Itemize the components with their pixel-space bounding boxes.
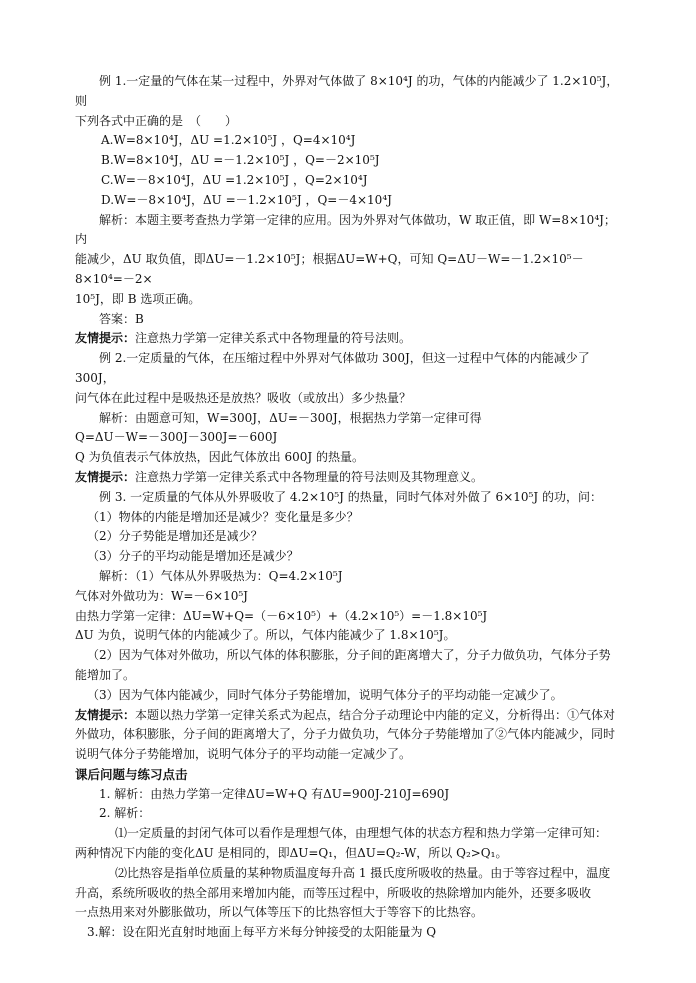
- example2-analysis-line2: Q=ΔU－W=－300J－300J=－600J: [75, 430, 278, 445]
- example3-answer1-line3: 由热力学第一定律：ΔU=W+Q=（－6×10⁵）+（4.2×10⁵）=－1.8×10⁵J: [75, 608, 488, 623]
- example3-answer2-line1: （2）因为气体对外做功，所以气体的体积膨胀，分子间的距离增大了，分子力做负功，气体分子势: [87, 648, 611, 663]
- example3-hint-line1: [75, 706, 623, 726]
- example3-sub-question-1: （1）物体的内能是增加还是减少？变化量是多少？: [87, 509, 359, 524]
- example3-hint-line3: 说明气体分子势能增加，说明气体分子的平均动能一定减少了。: [75, 747, 412, 762]
- example3-answer2-line2: 能增加了。: [75, 667, 136, 682]
- exercise-3: 3.解：设在阳光直射时地面上每平方米每分钟接受的太阳能量为 Q: [87, 925, 437, 940]
- example2-analysis-line1: 解析：由题意可知，W=300J，ΔU=－300J，根据热力学第一定律可得: [99, 410, 482, 425]
- example3-hint-line2: 外做功，体积膨胀，分子间的距离增大了，分子力做负功，气体分子势能增加了②气体内能减少，同时: [75, 727, 616, 742]
- example1-question-line1: 例 1.一定量的气体在某一过程中，外界对气体做了 8×10⁴J 的功，气体的内能减少了 1.2×10⁵J，则: [75, 74, 619, 108]
- exercise-2: 2. 解析：: [99, 806, 151, 821]
- example3-answer1-line2: 气体对外做功为：W=－6×10⁵J: [75, 588, 248, 603]
- example3-answer1-line1: 解析：（1）气体从外界吸热为：Q=4.2×10⁵J: [99, 568, 343, 583]
- exercise-2-part2-line1: ⑵比热容是指单位质量的某种物质温度每升高 1 摄氏度所吸收的热量。由于等容过程中，温度: [115, 865, 611, 880]
- hint-label: 友情提示：: [75, 469, 136, 484]
- example2-analysis-line3: Q 为负值表示气体放热，因此气体放出 600J 的热量。: [75, 450, 364, 465]
- example2-hint: [75, 468, 623, 488]
- hint-label: 友情提示：: [75, 707, 136, 722]
- exercise-1: 1. 解析：由热力学第一定律ΔU=W+Q 有ΔU=900J-210J=690J: [99, 786, 450, 801]
- hint-label: 友情提示：: [75, 331, 136, 346]
- example3-sub-question-2: （2）分子势能是增加还是减少？: [87, 529, 263, 544]
- exercise-2-part1-line1: ⑴一定质量的封闭气体可以看作是理想气体，由理想气体的状态方程和热力学第一定律可知：: [115, 826, 608, 841]
- example1-option-c: C.W=－8×10⁴J，ΔU =1.2×10⁵J ，Q=2×10⁴J: [101, 172, 368, 187]
- example1-analysis-line3: 10⁵J，即 B 选项正确。: [75, 291, 201, 306]
- example1-option-d: D.W=－8×10⁴J，ΔU =－1.2×10⁵J ，Q=－4×10⁴J: [101, 192, 392, 207]
- hint-text: 注意热力学第一定律关系式中各物理量的符号法则。: [135, 331, 412, 346]
- example1-question-line2: 下列各式中正确的是 （ ）: [75, 113, 238, 128]
- hint-text: 本题以热力学第一定律关系式为起点，结合分子动理论中内能的定义，分析得出：①气体对: [135, 707, 616, 722]
- example3-answer3: （3）因为气体内能减少，同时气体分子势能增加，说明气体分子的平均动能一定减少了。: [87, 687, 563, 702]
- example3-question-line1: 例 3. 一定质量的气体从外界吸收了 4.2×10⁵J 的热量，同时气体对外做了 6×10⁵J 的功，问：: [99, 489, 602, 504]
- example3-answer1-line4: ΔU 为负，说明气体的内能减少了。所以，气体内能减少了 1.8×10⁵J。: [75, 628, 456, 643]
- example1-analysis-line1: 解析：本题主要考查热力学第一定律的应用。因为外界对气体做功，W 取正值，即 W=8×10⁴J；内: [75, 212, 616, 247]
- example1-option-b: B.W=8×10⁴J，ΔU =－1.2×10⁵J ，Q=－2×10⁵J: [101, 153, 380, 168]
- example1-hint: [75, 329, 623, 349]
- hint-text: 注意热力学第一定律关系式中各物理量的符号法则及其物理意义。: [135, 469, 484, 484]
- example1-answer: 答案：B: [99, 311, 144, 326]
- example2-question-line1: 例 2.一定质量的气体，在压缩过程中外界对气体做功 300J，但这一过程中气体的内能减少了 300J，: [75, 351, 590, 385]
- exercise-2-part2-line3: 一点热用来对外膨胀做功，所以气体等压下的比热容恒大于等容下的比热容。: [75, 905, 484, 920]
- example3-sub-question-3: （3）分子的平均动能是增加还是减少？: [87, 549, 299, 564]
- example2-question-line2: 问气体在此过程中是吸热还是放热？吸收（或放出）多少热量？: [75, 390, 412, 405]
- exercise-2-part1-line2: 两种情况下内能的变化ΔU 是相同的，即ΔU=Q₁，但ΔU=Q₂-W，所以 Q₂>Q₁。: [75, 846, 508, 861]
- example1-analysis-line2: 能减少，ΔU 取负值，即ΔU=－1.2×10⁵J；根据ΔU=W+Q，可知 Q=ΔU－W=－1.2×10⁵－8×10⁴=－2×: [75, 252, 584, 286]
- exercise-2-part2-line2: 升高，系统所吸收的热全部用来增加内能，而等压过程中，所吸收的热除增加内能外，还要多吸收: [75, 885, 592, 900]
- example1-option-a: A.W=8×10⁴J，ΔU =1.2×10⁵J ，Q=4×10⁴J: [101, 133, 356, 148]
- document-page: [75, 72, 623, 943]
- section-title: 课后问题与练习点击: [75, 766, 188, 782]
